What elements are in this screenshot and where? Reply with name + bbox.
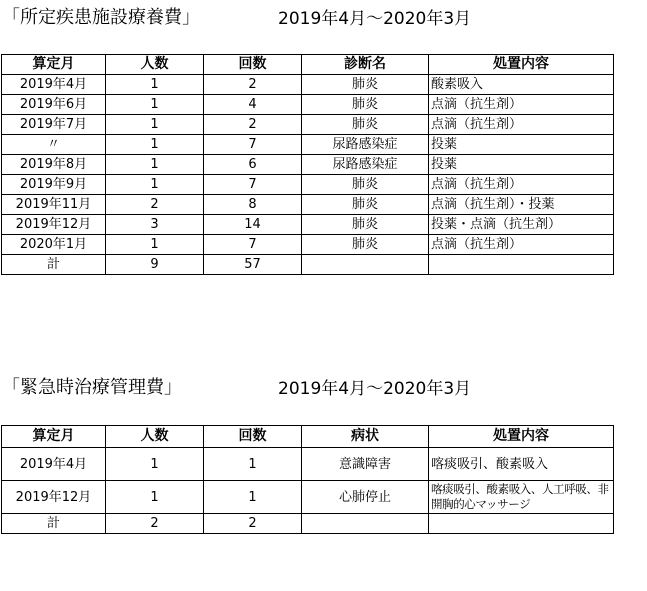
table-total-row xyxy=(2,255,614,275)
cell-month: 2019年12月 xyxy=(2,481,106,514)
cell-diagnosis: 尿路感染症 xyxy=(302,155,429,175)
cell-diagnosis: 肺炎 xyxy=(302,115,429,135)
cell-treatment: 喀痰吸引、酸素吸入、人工呼吸、非開胸的心マッサージ xyxy=(429,481,614,514)
total-people: 2 xyxy=(106,514,204,534)
cell-diagnosis: 肺炎 xyxy=(302,215,429,235)
cell-treatment: 投薬 xyxy=(429,155,614,175)
cell-diagnosis: 肺炎 xyxy=(302,95,429,115)
total-count: 2 xyxy=(204,514,302,534)
header-people: 人数 xyxy=(106,426,204,448)
cell-condition: 意識障害 xyxy=(302,448,429,481)
cell-month: 2019年8月 xyxy=(2,155,106,175)
cell-month: 2019年4月 xyxy=(2,448,106,481)
cell-month: 〃 xyxy=(2,135,106,155)
cell-month: 2019年4月 xyxy=(2,75,106,95)
cell-month: 2019年6月 xyxy=(2,95,106,115)
cell-people: 1 xyxy=(106,155,204,175)
header-people: 人数 xyxy=(106,55,204,75)
cell-count: 4 xyxy=(204,95,302,115)
cell-month: 2019年7月 xyxy=(2,115,106,135)
emergency-care-table xyxy=(1,425,614,534)
section2-title: 「緊急時治療管理費」 xyxy=(2,377,182,398)
facility-care-table xyxy=(1,54,614,275)
cell-people: 1 xyxy=(106,95,204,115)
cell-count: 8 xyxy=(204,195,302,215)
section2-period: 2019年4月～2020年3月 xyxy=(278,379,472,399)
header-count: 回数 xyxy=(204,426,302,448)
table-row xyxy=(2,448,614,481)
header-count: 回数 xyxy=(204,55,302,75)
cell-count: 1 xyxy=(204,481,302,514)
cell-month: 2019年12月 xyxy=(2,215,106,235)
table-row xyxy=(2,95,614,115)
total-condition-empty xyxy=(302,514,429,534)
cell-treatment: 投薬・点滴（抗生剤） xyxy=(429,215,614,235)
table-total-row xyxy=(2,514,614,534)
cell-condition: 心肺停止 xyxy=(302,481,429,514)
cell-people: 1 xyxy=(106,448,204,481)
table-header-row xyxy=(2,426,614,448)
header-condition: 病状 xyxy=(302,426,429,448)
cell-treatment: 点滴（抗生剤） xyxy=(429,95,614,115)
table-row xyxy=(2,155,614,175)
cell-people: 2 xyxy=(106,195,204,215)
header-diagnosis: 診断名 xyxy=(302,55,429,75)
cell-count: 7 xyxy=(204,235,302,255)
total-people: 9 xyxy=(106,255,204,275)
table-row xyxy=(2,195,614,215)
header-treatment: 処置内容 xyxy=(429,55,614,75)
section1-period: 2019年4月～2020年3月 xyxy=(278,9,472,29)
cell-count: 7 xyxy=(204,175,302,195)
cell-month: 2019年9月 xyxy=(2,175,106,195)
table-row xyxy=(2,215,614,235)
cell-treatment: 点滴（抗生剤） xyxy=(429,115,614,135)
cell-people: 1 xyxy=(106,135,204,155)
cell-treatment: 喀痰吸引、酸素吸入 xyxy=(429,448,614,481)
cell-count: 6 xyxy=(204,155,302,175)
cell-count: 1 xyxy=(204,448,302,481)
total-label: 計 xyxy=(2,514,106,534)
total-diagnosis-empty xyxy=(302,255,429,275)
table-header-row xyxy=(2,55,614,75)
cell-diagnosis: 肺炎 xyxy=(302,235,429,255)
cell-diagnosis: 肺炎 xyxy=(302,175,429,195)
section1-title: 「所定疾患施設療養費」 xyxy=(2,7,200,28)
total-label: 計 xyxy=(2,255,106,275)
header-treatment: 処置内容 xyxy=(429,426,614,448)
cell-month: 2019年11月 xyxy=(2,195,106,215)
total-treatment-empty xyxy=(429,514,614,534)
cell-count: 2 xyxy=(204,115,302,135)
table-row xyxy=(2,481,614,514)
cell-treatment: 点滴（抗生剤） xyxy=(429,175,614,195)
header-month: 算定月 xyxy=(2,426,106,448)
cell-treatment: 点滴（抗生剤）・投薬 xyxy=(429,195,614,215)
cell-people: 3 xyxy=(106,215,204,235)
cell-people: 1 xyxy=(106,75,204,95)
table-row xyxy=(2,115,614,135)
total-count: 57 xyxy=(204,255,302,275)
cell-treatment: 点滴（抗生剤） xyxy=(429,235,614,255)
total-treatment-empty xyxy=(429,255,614,275)
cell-treatment: 酸素吸入 xyxy=(429,75,614,95)
cell-count: 7 xyxy=(204,135,302,155)
table-row xyxy=(2,175,614,195)
table-row xyxy=(2,75,614,95)
cell-count: 2 xyxy=(204,75,302,95)
cell-people: 1 xyxy=(106,481,204,514)
cell-count: 14 xyxy=(204,215,302,235)
cell-treatment: 投薬 xyxy=(429,135,614,155)
cell-diagnosis: 尿路感染症 xyxy=(302,135,429,155)
table-row xyxy=(2,235,614,255)
cell-month: 2020年1月 xyxy=(2,235,106,255)
table-row xyxy=(2,135,614,155)
cell-people: 1 xyxy=(106,175,204,195)
cell-diagnosis: 肺炎 xyxy=(302,195,429,215)
cell-people: 1 xyxy=(106,115,204,135)
cell-diagnosis: 肺炎 xyxy=(302,75,429,95)
header-month: 算定月 xyxy=(2,55,106,75)
cell-people: 1 xyxy=(106,235,204,255)
